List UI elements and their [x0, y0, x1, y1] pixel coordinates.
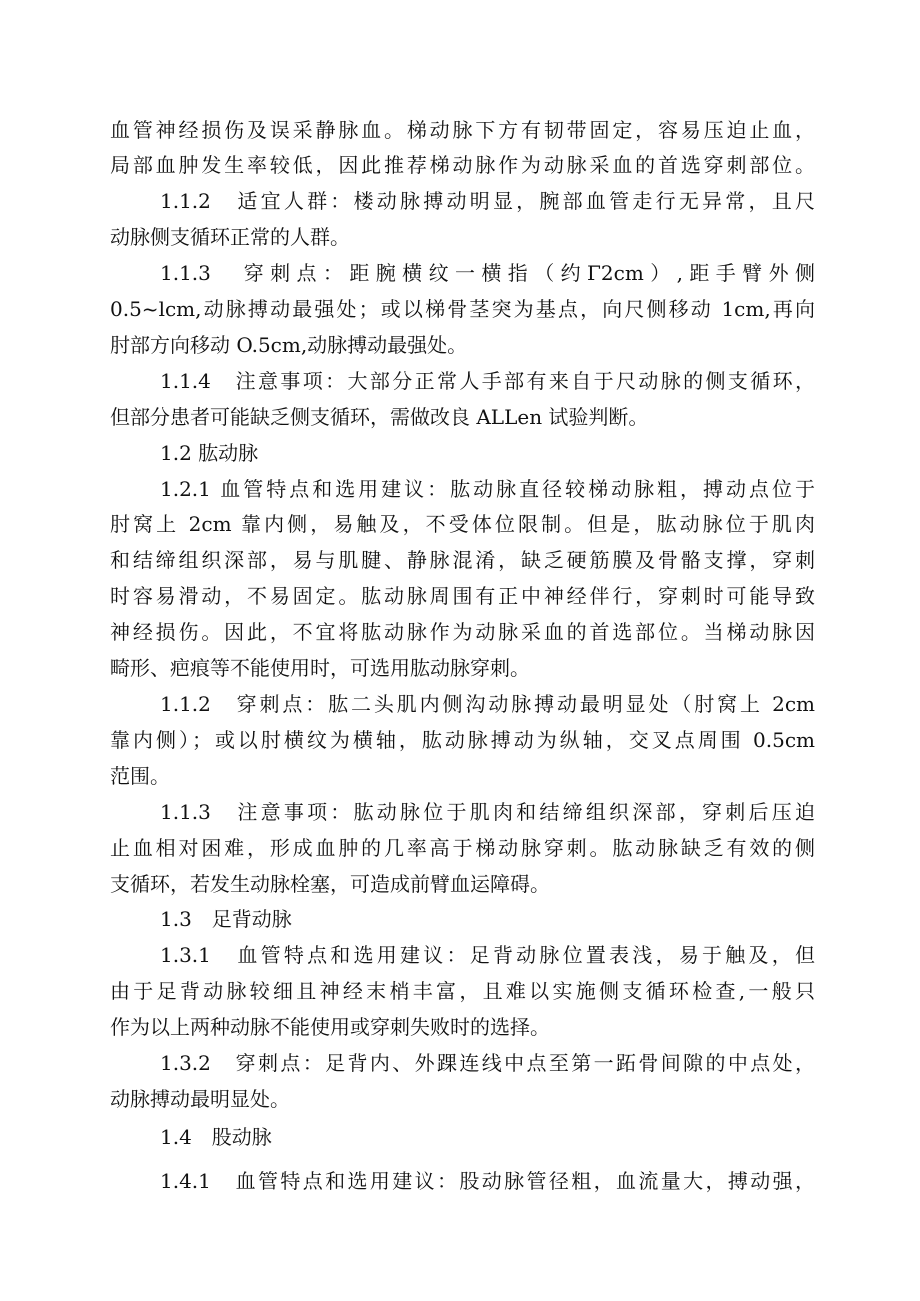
text-line: 1.1.2 适宜人群：楼动脉搏动明显，腕部血管走行无异常，且尺 [160, 189, 815, 213]
text-line: 作为以上两种动脉不能使用或穿刺失败时的选择。 [110, 1015, 550, 1039]
text-line: 1.3.1 血管特点和选用建议：足背动脉位置表浅，易于触及，但 [160, 943, 815, 967]
text-line: 支循环，若发生动脉栓塞，可造成前臂血运障碍。 [110, 872, 550, 896]
text-line: 动脉搏动最明显处。 [110, 1087, 290, 1111]
text-line: 肘部方向移动 O.5cm,动脉搏动最强处。 [110, 333, 468, 357]
text-line: 血管神经损伤及误采静脉血。梯动脉下方有韧带固定，容易压迫止血， [110, 118, 815, 142]
text-line: 止血相对困难，形成血肿的几率高于梯动脉穿刺。肱动脉缺乏有效的侧 [110, 836, 815, 860]
text-line: 范围。 [110, 764, 170, 788]
section-heading: 1.3 足背动脉 [160, 907, 292, 931]
text-line: 和结缔组织深部，易与肌腱、静脉混淆，缺乏硬筋膜及骨骼支撑，穿刺 [110, 548, 815, 572]
text-line: 局部血肿发生率较低，因此推荐梯动脉作为动脉采血的首选穿刺部位。 [110, 153, 815, 177]
text-line: 时容易滑动，不易固定。肱动脉周围有正中神经伴行，穿刺时可能导致 [110, 584, 815, 608]
text-line: 1.3.2 穿刺点：足背内、外踝连线中点至第一跖骨间隙的中点处， [160, 1051, 815, 1075]
text-line: 但部分患者可能缺乏侧支循环，需做改良 ALLen 试验判断。 [110, 405, 649, 429]
text-line: 1.2.1 血管特点和选用建议：肱动脉直径较梯动脉粗，搏动点位于 [160, 477, 815, 501]
text-line: 1.1.3 穿刺点：距腕横纹一横指（约Γ2cm）,距手臂外侧 [160, 261, 815, 285]
text-line: 1.1.3 注意事项：肱动脉位于肌肉和结缔组织深部，穿刺后压迫 [160, 800, 815, 824]
text-line: 1.4.1 血管特点和选用建议：股动脉管径粗，血流量大，搏动强， [160, 1169, 815, 1193]
text-line: 畸形、疤痕等不能使用时，可选用肱动脉穿刺。 [110, 656, 530, 680]
text-line: 0.5~lcm,动脉搏动最强处；或以梯骨茎突为基点，向尺侧移动 1cm,再向 [110, 297, 815, 321]
text-line: 肘窝上 2cm 靠内侧，易触及，不受体位限制。但是，肱动脉位于肌肉 [110, 512, 815, 536]
text-line: 1.1.4 注意事项：大部分正常人手部有来自于尺动脉的侧支循环， [160, 369, 815, 393]
section-heading: 1.2 肱动脉 [160, 441, 259, 465]
section-heading: 1.4 股动脉 [160, 1125, 272, 1149]
text-line: 1.1.2 穿刺点：肱二头肌内侧沟动脉搏动最明显处（肘窝上 2cm [160, 692, 815, 716]
text-line: 靠内侧）；或以肘横纹为横轴，肱动脉搏动为纵轴，交叉点周围 0.5cm [110, 728, 815, 752]
text-line: 动脉侧支循环正常的人群。 [110, 225, 350, 249]
text-line: 神经损伤。因此，不宜将肱动脉作为动脉采血的首选部位。当梯动脉因 [110, 620, 815, 644]
text-line: 由于足背动脉较细且神经末梢丰富，且难以实施侧支循环检查,一般只 [110, 979, 815, 1003]
